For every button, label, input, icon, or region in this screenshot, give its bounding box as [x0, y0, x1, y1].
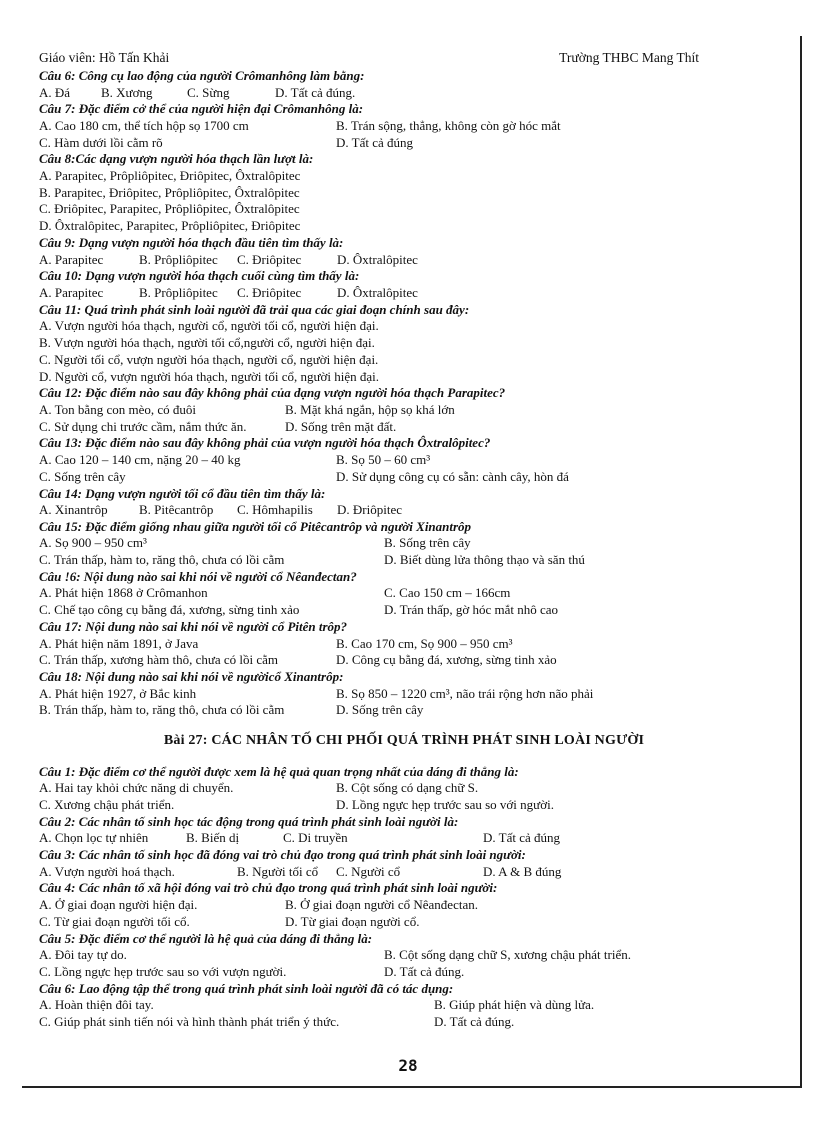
answer-option: D. Ôxtralôpitec — [337, 251, 418, 267]
question-text: Câu 13: Đặc điểm nào sau đây không phải của vượn người hóa thạch Ôxtralôpitec? — [39, 435, 491, 451]
answer-option: B. Cột sống dạng chữ S, xương chậu phát triển. — [384, 947, 631, 962]
answer-row — [39, 585, 769, 602]
section-title: Bài 27: CÁC NHÂN TỐ CHI PHỐI QUÁ TRÌNH PHÁT SINH LOÀI NGƯỜI — [163, 733, 645, 749]
question-text: Câu 10: Dạng vượn người hóa thạch cuối cùng tìm thấy là: — [39, 268, 360, 284]
answer-option: B. Pitêcantrôp — [139, 502, 214, 518]
answer-row — [39, 85, 769, 102]
answer-option: C. Người cổ — [336, 863, 401, 879]
answer-option: A. Hai tay khỏi chức năng di chuyển. — [39, 780, 234, 796]
answer-option: C. Sống trên cây — [39, 468, 126, 484]
answer-option: D. Sử dụng công cụ có sẵn: cành cây, hòn đá — [336, 468, 569, 484]
question-text: Câu 8:Các dạng vượn người hóa thạch lần lượt là: — [39, 151, 314, 167]
answer-option: D. Tất cả đúng. — [434, 1013, 515, 1029]
answer-row — [39, 419, 769, 436]
page-number: 28 — [398, 1056, 418, 1075]
answer-option: A. Phát hiện năm 1891, ở Java — [39, 635, 199, 651]
answer-row — [39, 864, 769, 881]
answer-row — [39, 636, 769, 653]
question-text: Câu 4: Các nhân tố xã hội đóng vai trò chủ đạo trong quá trình phát sinh loài người: — [39, 880, 498, 896]
question-text: Câu !6: Nội dung nào sai khi nói về người cổ Nêanđectan? — [39, 568, 357, 584]
answer-row — [39, 780, 769, 797]
question-text: Câu 17: Nội dung nào sai khi nói về người cổ Pitên trôp? — [39, 619, 348, 635]
question-text: Câu 1: Đặc điểm cơ thể người được xem là hệ quả quan trọng nhất của dáng đi thẳng là: — [39, 763, 519, 779]
answer-option: C. Sử dụng chi trước cầm, nắm thức ăn. — [39, 418, 247, 434]
answer-option: D. Ôxtralôpitec, Parapitec, Prôpliôpitec, Đriôpitec — [39, 218, 301, 234]
answer-option: B. Người tối cổ — [237, 863, 319, 879]
answer-option: A. Vượn người hóa thạch, người cổ, người tối cổ, người hiện đại. — [39, 318, 379, 334]
answer-row — [39, 535, 769, 552]
answer-option: A. Parapitec — [39, 251, 104, 267]
answer-row — [39, 652, 769, 669]
answer-option: A. Ở giai đoạn người hiện đại. — [39, 896, 198, 912]
answer-row — [39, 469, 769, 486]
answer-row — [39, 964, 769, 981]
answer-option: A. Đôi tay tự do. — [39, 947, 127, 962]
answer-option: C. Hàm dưới lồi cằm rõ — [39, 134, 163, 150]
answer-row — [39, 502, 769, 519]
question-text: Câu 14: Dạng vượn người tối cổ đầu tiên tìm thấy là: — [39, 485, 326, 501]
answer-option: B. Parapitec, Đriôpitec, Prôpliôpitec, Ôxtralôpitec — [39, 184, 300, 200]
answer-option: D. Người cổ, vượn người hóa thạch, người tối cổ, người hiện đại. — [39, 368, 380, 384]
answer-option: A. Sọ 900 – 950 cm³ — [39, 535, 147, 551]
answer-option: B. Sống trên cây — [384, 535, 471, 551]
answer-option: B. Vượn người hóa thạch, người tối cổ,người cổ, người hiện đại. — [39, 334, 375, 350]
answer-row — [39, 686, 769, 703]
answer-row — [39, 797, 769, 814]
answer-option: B. Biến dị — [186, 830, 240, 846]
answer-option: C. Xương chậu phát triển. — [39, 797, 175, 813]
answer-option: A. Parapitec, Prôpliôpitec, Đriôpitec, Ôxtralôpitec — [39, 167, 301, 183]
answer-row — [39, 118, 769, 135]
question-text: Câu 6: Lao động tập thể trong quá trình phát sinh loài người đã có tác dụng: — [39, 980, 454, 996]
answer-row — [39, 402, 769, 419]
answer-option: B. Xương — [101, 84, 153, 100]
answer-option: D. Trán thấp, gờ hóc mắt nhô cao — [384, 602, 559, 618]
answer-option: B. Cao 170 cm, Sọ 900 – 950 cm³ — [336, 635, 513, 651]
answer-option: B. Sọ 850 – 1220 cm³, não trái rộng hơn não phải — [336, 685, 594, 701]
page-header — [39, 50, 769, 68]
answer-option: A. Chọn lọc tự nhiên — [39, 830, 149, 846]
answer-row — [39, 602, 769, 619]
answer-option: D. Từ giai đoạn người cổ. — [285, 913, 420, 929]
answer-option: C. Giúp phát sinh tiến nói và hình thành phát triển ý thức. — [39, 1013, 340, 1029]
answer-row — [39, 552, 769, 569]
answer-option: A. Xinantrôp — [39, 502, 108, 518]
answer-option: D. Đriôpitec — [337, 502, 402, 518]
answer-row — [39, 702, 769, 719]
answer-option: D. Sống trên mặt đất. — [285, 418, 397, 434]
question-text: Câu 11: Quá trình phát sinh loài người đã trải qua các giai đoạn chính sau đây: — [39, 301, 470, 317]
question-text: Câu 12: Đặc điểm nào sau đây không phải của dạng vượn người hóa thạch Parapitec? — [39, 385, 506, 401]
answer-option: D. Lồng ngực hẹp trước sau so với người. — [336, 797, 554, 813]
answer-option: B. Mặt khá ngắn, hộp sọ khá lớn — [285, 401, 455, 417]
answer-option: A. Ton bằng con mèo, có đuôi — [39, 401, 196, 417]
answer-option: D. Tất cả đúng — [336, 134, 414, 150]
answer-option: B. Sọ 50 – 60 cm³ — [336, 451, 431, 467]
answer-row — [39, 1014, 769, 1031]
answer-option: C. Lồng ngực hẹp trước sau so với vượn người. — [39, 963, 287, 979]
answer-option: C. Sừng — [187, 84, 230, 100]
answer-option: C. Trán thấp, hàm to, răng thô, chưa có lồi cằm — [39, 552, 285, 568]
answer-option: A. Hoàn thiện đôi tay. — [39, 997, 154, 1013]
answer-option: B. Ở giai đoạn người cổ Nêanđectan. — [285, 896, 478, 912]
answer-option: B. Prôpliôpitec — [139, 284, 218, 300]
answer-option: A. Phát hiện 1927, ở Bắc kinh — [39, 685, 197, 701]
answer-option: C. Trán thấp, xương hàm thô, chưa có lồi cằm — [39, 652, 279, 668]
answer-row — [39, 897, 769, 914]
answer-option: C. Đriôpitec — [237, 284, 302, 300]
answer-option: D. Tất cả đúng. — [275, 84, 356, 100]
school-name: Trường THBC Mang Thít — [559, 50, 699, 65]
question-text: Câu 5: Đặc điểm cơ thể người là hệ quả của dáng đi thẳng là: — [39, 930, 373, 946]
question-text: Câu 7: Đặc điểm cở thể của người hiện đại Crômanhông là: — [39, 101, 364, 117]
answer-option: C. Người tối cổ, vượn người hóa thạch, người cổ, người hiện đại. — [39, 351, 379, 367]
answer-option: C. Cao 150 cm – 166cm — [384, 585, 511, 601]
answer-row — [39, 252, 769, 269]
answer-option: A. Phát hiện 1868 ở Crômanhon — [39, 585, 208, 601]
question-text: Câu 18: Nội dung nào sai khi nói về ngườicổ Xinantrôp: — [39, 669, 344, 685]
answer-option: D. A & B đúng — [483, 863, 562, 879]
answer-option: B. Cột sống có dạng chữ S. — [336, 780, 479, 796]
answer-option: C. Đriôpitec — [237, 251, 302, 267]
answer-option: A. Đá — [39, 84, 71, 100]
answer-row — [39, 452, 769, 469]
teacher-name: Giáo viên: Hồ Tấn Khải — [39, 50, 170, 65]
answer-option: B. Trán sộng, thẳng, không còn gờ hóc mắt — [336, 117, 561, 133]
question-text: Câu 6: Công cụ lao động của người Crômanhông làm bằng: — [39, 68, 365, 83]
answer-option: A. Cao 180 cm, thể tích hộp sọ 1700 cm — [39, 117, 249, 133]
answer-row — [39, 997, 769, 1014]
document-body — [39, 50, 769, 1031]
answer-option: A. Cao 120 – 140 cm, nặng 20 – 40 kg — [39, 451, 241, 467]
answer-row — [39, 285, 769, 302]
answer-option: D. Ôxtralôpitec — [337, 284, 418, 300]
question-list-part1 — [39, 68, 769, 719]
question-list-part2 — [39, 764, 769, 1031]
answer-row — [39, 947, 769, 964]
answer-row — [39, 914, 769, 931]
answer-row — [39, 830, 769, 847]
answer-option: A. Parapitec — [39, 284, 104, 300]
answer-option: C. Di truyền — [283, 830, 348, 846]
answer-option: D. Sống trên cây — [336, 702, 424, 718]
answer-row — [39, 135, 769, 152]
answer-option: C. Hômhapilis — [237, 502, 313, 518]
answer-option: D. Công cụ bằng đá, xương, sừng tinh xảo — [336, 652, 557, 668]
answer-option: B. Trán thấp, hàm to, răng thô, chưa có lồi cằm — [39, 702, 285, 718]
answer-option: C. Chế tạo công cụ bằng đá, xương, sừng tinh xảo — [39, 602, 300, 618]
question-text: Câu 9: Dạng vượn người hóa thạch đầu tiên tìm thấy là: — [39, 235, 344, 251]
answer-option: C. Đriôpitec, Parapitec, Prôpliôpitec, Ôxtralôpitec — [39, 201, 300, 217]
question-text: Câu 3: Các nhân tố sinh học đã đóng vai trò chủ đạo trong quá trình phát sinh loài người: — [39, 847, 526, 863]
answer-option: D. Tất cả đúng. — [384, 963, 465, 979]
question-text: Câu 2: Các nhân tố sinh học tác động trong quá trình phát sinh loài người là: — [39, 813, 459, 829]
answer-option: A. Vượn người hoá thạch. — [39, 863, 175, 879]
answer-option: B. Giúp phát hiện và dùng lửa. — [434, 997, 595, 1013]
answer-option: D. Biết dùng lửa thông thạo và săn thú — [384, 552, 585, 568]
answer-option: C. Từ giai đoạn người tối cổ. — [39, 913, 190, 929]
question-text: Câu 15: Đặc điểm giống nhau giữa người tối cổ Pitêcantrôp và người Xinantrôp — [39, 518, 472, 534]
answer-option: B. Prôpliôpitec — [139, 251, 218, 267]
answer-option: D. Tất cả đúng — [483, 830, 561, 846]
